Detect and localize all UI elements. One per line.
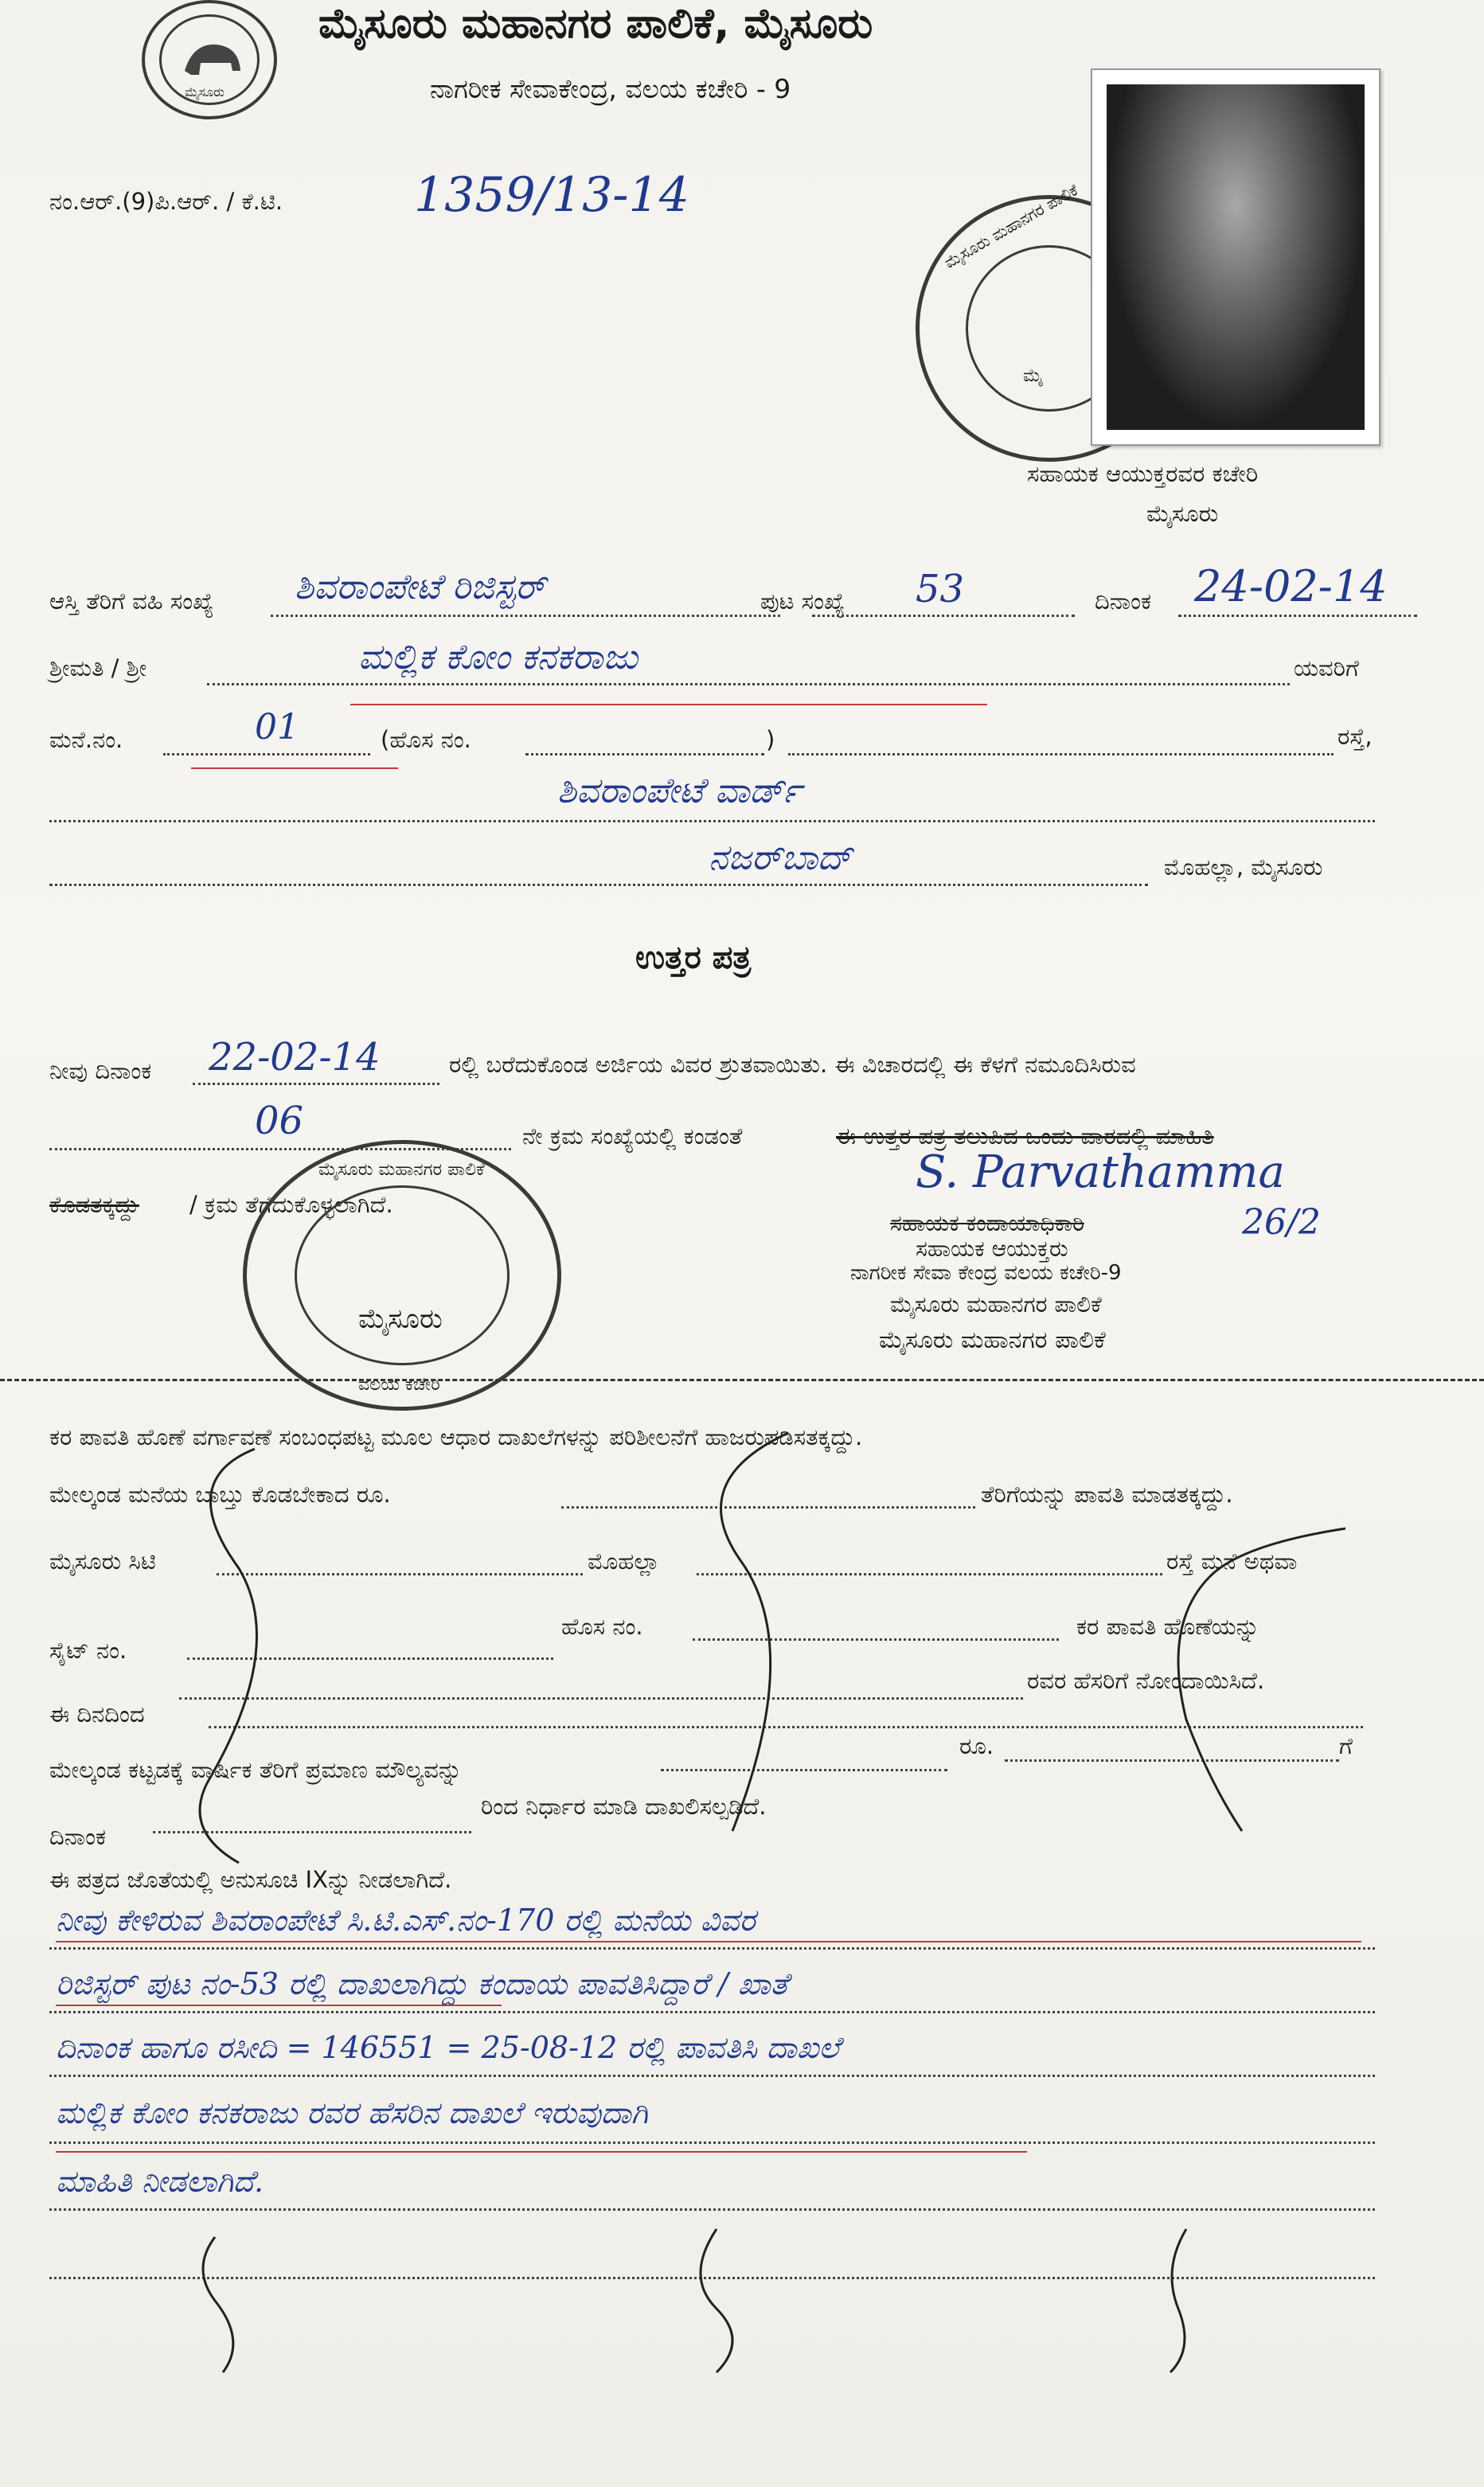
- reference-value: 1359/13-14: [414, 167, 689, 223]
- note-line-1: ನೀವು ಕೇಳಿರುವ ಶಿವರಾಂಪೇಟೆ ಸಿ.ಟಿ.ಎಸ್.ನಂ-170 ರಲ್ಲಿ ಮನೆಯ ವಿವರ: [56, 1903, 756, 1938]
- item-9: ಈ ಪತ್ರದ ಜೊತೆಯಲ್ಲಿ ಅನುಸೂಚಿ IXನ್ನು ನೀಡಲಾಗಿದೆ.: [49, 1866, 452, 1893]
- page-no-label: ಪುಟ ಸಂಖ್ಯೆ: [760, 588, 845, 615]
- section-divider: [0, 1379, 1484, 1381]
- name-label: ಶ್ರೀಮತಿ / ಶ್ರೀ: [49, 654, 147, 681]
- corporation-logo: [142, 0, 277, 119]
- note-line-3: ದಿನಾಂಕ ಹಾಗೂ ರಸೀದಿ = 146551 = 25-08-12 ರಲ್ಲಿ ಪಾವತಿಸಿ ದಾಖಲೆ: [56, 2030, 840, 2065]
- item-2-suffix: ತೆರಿಗೆಯನ್ನು ಪಾವತಿ ಮಾಡತಕ್ಕದ್ದು.: [981, 1481, 1233, 1508]
- item-3-mohalla: ಮೊಹಲ್ಲಾ: [588, 1548, 660, 1575]
- door-label: ಮನೆ.ನಂ.: [49, 726, 123, 753]
- cancellation-strokes: [0, 1385, 1484, 2380]
- reply-line-1-prefix: ನೀವು ದಿನಾಂಕ: [49, 1057, 152, 1084]
- name-value: ಮಲ್ಲಿಕ ಕೋಂ ಕನಕರಾಜು: [358, 637, 639, 677]
- road-suffix: ರಸ್ತೆ,: [1338, 723, 1373, 750]
- reply-line-1-text: ರಲ್ಲಿ ಬರೆದುಕೊಂಡ ಅರ್ಜಿಯ ವಿವರ ಶ್ರುತವಾಯಿತು. ಈ ವಿಚಾರದಲ್ಲಿ ಈ ಕೆಳಗೆ ನಮೂದಿಸಿರುವ: [449, 1051, 1136, 1078]
- page-no-value: 53: [916, 567, 965, 611]
- reply-line-3-struck: ಕೊಡತಕ್ಕದ್ದು: [49, 1191, 139, 1218]
- item-4-liability: ಕರ ಪಾವತಿ ಹೊಣೆಯನ್ನು: [1076, 1613, 1259, 1640]
- serial-number-value: 06: [255, 1099, 304, 1143]
- signature-date: 26/2: [1242, 1202, 1321, 1243]
- reply-line-3-text: / ಕ್ರಮ ತೆಗೆದುಕೊಳ್ಳಲಾಗಿದೆ.: [189, 1191, 393, 1218]
- item-8-text: ರಿಂದ ನಿರ್ಧಾರ ಮಾಡಿ ದಾಖಲಿಸಲ್ಪಡಿದೆ.: [481, 1793, 767, 1820]
- item-8-date: ದಿನಾಂಕ: [49, 1823, 106, 1850]
- reply-line-2-struck: ಈ ಉತ್ತರ ಪತ್ರ ತಲುಪಿದ ಒಂದು ವಾರದಲ್ಲಿ ಮಾಹಿತಿ: [836, 1122, 1214, 1150]
- top-seal-center: ಮೈ: [1023, 366, 1044, 386]
- middle-seal-bottom: ವಲಯ ಕಚೇರಿ: [358, 1375, 440, 1395]
- office-seal-middle: [243, 1140, 561, 1411]
- applicant-photo: [1091, 68, 1381, 446]
- item-4-new-no: ಹೊಸ ನಂ.: [561, 1613, 643, 1640]
- item-1: ಕರ ಪಾವತಿ ಹೊಣೆ ವರ್ಗಾವಣೆ ಸಂಬಂಧಪಟ್ಟ ಮೂಲ ಆಧಾರ ದಾಖಲೆಗಳನ್ನು ಪರಿಶೀಲನೆಗೆ ಹಾಜರುಪಡಿಸತಕ್ಕದ್ದು.: [49, 1423, 863, 1450]
- page-title: ಮೈಸೂರು ಮಹಾನಗರ ಪಾಲಿಕೆ, ಮೈಸೂರು: [318, 0, 873, 48]
- note-line-5: ಮಾಹಿತಿ ನೀಡಲಾಗಿದೆ.: [56, 2164, 264, 2199]
- signatory-line-5: ಮೈಸೂರು ಮಹಾನಗರ ಪಾಲಿಕೆ: [879, 1326, 1106, 1354]
- signatory-line-4: ಮೈಸೂರು ಮಹಾನಗರ ಪಾಲಿಕೆ: [890, 1291, 1102, 1318]
- item-7-suffix: ಗೆ: [1339, 1732, 1353, 1759]
- item-7-rupees: ರೂ.: [959, 1732, 994, 1759]
- item-7-label: ಮೇಲ್ಕಂಡ ಕಟ್ಟಡಕ್ಕೆ ವಾರ್ಷಿಕ ತೆರಿಗೆ ಪ್ರಮಾಣ ಮೌಲ್ಯವನ್ನು: [49, 1756, 463, 1783]
- new-number-label: (ಹೊಸ ನಂ.: [381, 726, 471, 753]
- item-3-city: ಮೈಸೂರು ಸಿಟಿ: [49, 1548, 156, 1575]
- middle-seal-center: ಮೈಸೂರು: [358, 1303, 443, 1335]
- signatory-line-2: ಸಹಾಯಕ ಆಯುಕ್ತರು: [916, 1236, 1068, 1262]
- reply-heading: ಉತ್ತರ ಪತ್ರ: [635, 939, 752, 976]
- note-line-2: ರಿಜಿಸ್ಟರ್ ಪುಟ ನಂ-53 ರಲ್ಲಿ ದಾಖಲಾಗಿದ್ದು ಕಂದಾಯ ಪಾವತಿಸಿದ್ದಾರೆ / ಖಾತೆ: [56, 1966, 788, 2001]
- note-line-4: ಮಲ್ಲಿಕ ಕೋಂ ಕನಕರಾಜು ರವರ ಹೆಸರಿನ ದಾಖಲೆ ಇರುವುದಾಗಿ: [56, 2095, 648, 2130]
- page-subtitle: ನಾಗರೀಕ ಸೇವಾಕೇಂದ್ರ, ವಲಯ ಕಚೇರಿ - 9: [430, 73, 791, 104]
- date-value: 24-02-14: [1194, 561, 1388, 611]
- book-label: ಆಸ್ತಿ ತೆರಿಗೆ ವಹಿ ಸಂಖ್ಯೆ: [49, 588, 214, 615]
- reference-label: ನಂ.ಆರ್.(9)ಪಿ.ಆರ್. / ಕೆ.ಟಿ.: [49, 188, 283, 215]
- mohalla-suffix: ಮೊಹಲ್ಲಾ, ಮೈಸೂರು: [1164, 853, 1323, 880]
- elephant-icon: [177, 27, 248, 91]
- date-label: ದಿನಾಂಕ: [1095, 588, 1151, 615]
- application-date: 22-02-14: [209, 1035, 381, 1080]
- reply-line-2-text: ನೇ ಕ್ರಮ ಸಂಖ್ಯೆಯಲ್ಲಿ ಕಂಡಂತೆ: [522, 1122, 743, 1150]
- signatory-line-1: ಸಹಾಯಕ ಕಂದಾಯಾಧಿಕಾರಿ: [890, 1210, 1084, 1236]
- book-value: ಶಿವರಾಂಪೇಟೆ ರಿಜಿಸ್ಟರ್: [295, 567, 545, 607]
- address-line-1: ಶಿವರಾಂಪೇಟೆ ವಾರ್ಡ್: [557, 771, 802, 811]
- middle-seal-text: ಮೈಸೂರು ಮಹಾನಗರ ಪಾಲಿಕೆ: [318, 1160, 485, 1180]
- office-label-line-1: ಸಹಾಯಕ ಆಯುಕ್ತರವರ ಕಚೇರಿ: [1027, 460, 1259, 487]
- address-line-2: ನಜರ್‌ಬಾದ್: [709, 837, 852, 878]
- item-2-label: ಮೇಲ್ಕಂಡ ಮನೆಯ ಬಾಬ್ತು ಕೊಡಬೇಕಾದ ರೂ.: [49, 1481, 391, 1508]
- signatory-line-3: ನಾಗರೀಕ ಸೇವಾ ಕೇಂದ್ರ ವಲಯ ಕಚೇರಿ-9: [850, 1261, 1122, 1285]
- item-5-registered: ರವರ ಹೆಸರಿಗೆ ನೋಂದಾಯಿಸಿದೆ.: [1027, 1667, 1265, 1694]
- logo-center-text: ಮೈಸೂರು: [185, 84, 225, 100]
- name-suffix: ಯವರಿಗೆ: [1294, 654, 1359, 681]
- item-3-road: ರಸ್ತೆ ಮನೆ ಅಥವಾ: [1166, 1548, 1298, 1575]
- top-seal-text: ಮೈಸೂರು ಮಹಾನಗರ ಪಾಲಿಕೆ: [940, 180, 1082, 272]
- new-number-close: ): [766, 726, 775, 753]
- office-label-line-2: ಮೈಸೂರು: [1146, 500, 1219, 527]
- item-4-site: ಸೈಟ್ ನಂ.: [49, 1637, 127, 1664]
- item-6-from: ಈ ದಿನದಿಂದ: [49, 1700, 145, 1728]
- door-value: 01: [255, 707, 299, 748]
- officer-signature: S. Parvathamma: [916, 1146, 1285, 1198]
